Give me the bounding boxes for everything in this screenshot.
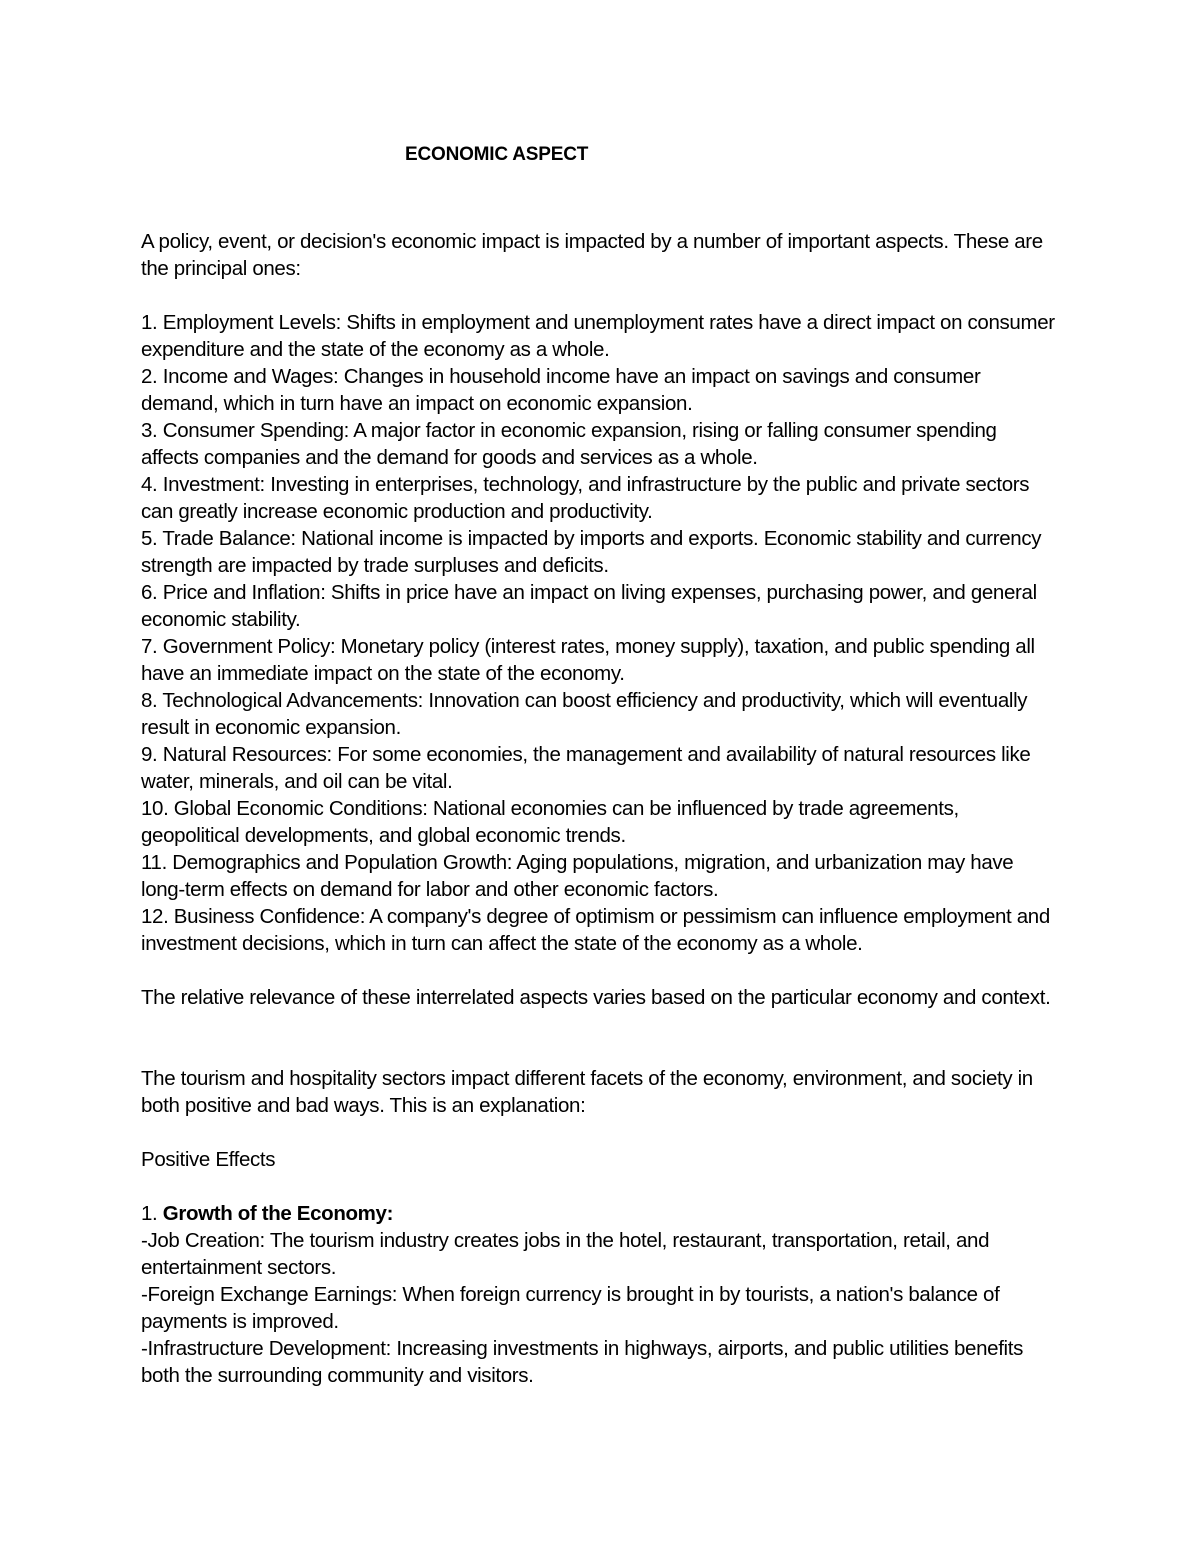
list-item: 7. Government Policy: Monetary policy (interest rates, money supply), taxation, and public spending all have an immediate impact on the state of the economy.: [141, 635, 1035, 685]
list-item: 12. Business Confidence: A company's degree of optimism or pessimism can influence employment and investment decisions, which in turn can affect the state of the economy as a whole.: [141, 905, 1050, 955]
list-item: 9. Natural Resources: For some economies, the management and availability of natural resources like water, minerals, and oil can be vital.: [141, 743, 1031, 793]
growth-heading: [141, 1200, 1059, 1227]
list-item: -Infrastructure Development: Increasing investments in highways, airports, and public utilities benefits both the surrounding community and visitors.: [141, 1337, 1023, 1387]
list-item: 4. Investment: Investing in enterprises, technology, and infrastructure by the public and private sectors can greatly increase economic production and productivity.: [141, 473, 1030, 523]
list-item: 8. Technological Advancements: Innovation can boost efficiency and productivity, which will eventually result in economic expansion.: [141, 689, 1028, 739]
list-item: 1. Employment Levels: Shifts in employment and unemployment rates have a direct impact on consumer expenditure and the state of the economy as a whole.: [141, 311, 1055, 361]
tourism-intro-paragraph: The tourism and hospitality sectors impact different facets of the economy, environment, and society in both positive and bad ways. This is an explanation:: [141, 1067, 1033, 1117]
list-item: -Foreign Exchange Earnings: When foreign currency is brought in by tourists, a nation's balance of payments is improved.: [141, 1283, 1000, 1333]
relevance-paragraph: The relative relevance of these interrelated aspects varies based on the particular economy and context.: [141, 986, 1051, 1009]
positive-effects-heading: Positive Effects: [141, 1148, 276, 1171]
list-item: -Job Creation: The tourism industry creates jobs in the hotel, restaurant, transportation, retail, and entertainment sectors.: [141, 1229, 990, 1279]
growth-title: Growth of the Economy:: [162, 1202, 394, 1225]
aspects-list: [141, 309, 1059, 957]
list-item: 3. Consumer Spending: A major factor in economic expansion, rising or falling consumer spending affects companies and the demand for goods and services as a whole.: [141, 419, 997, 469]
list-item: 6. Price and Inflation: Shifts in price have an impact on living expenses, purchasing power, and general economic stability.: [141, 581, 1037, 631]
list-item: 2. Income and Wages: Changes in household income have an impact on savings and consumer demand, which in turn have an impact on economic expansion.: [141, 365, 981, 415]
list-item: 5. Trade Balance: National income is impacted by imports and exports. Economic stability and currency strength are impacted by trade surpluses and deficits.: [141, 527, 1042, 577]
growth-number: 1.: [141, 1202, 163, 1225]
list-item: 11. Demographics and Population Growth: Aging populations, migration, and urbanization may have long-term effects on demand for labor and other economic factors.: [141, 851, 1014, 901]
list-item: 10. Global Economic Conditions: National economies can be influenced by trade agreements, geopolitical developments, and global economic trends.: [141, 797, 959, 847]
document-title: ECONOMIC ASPECT: [405, 144, 589, 165]
document-body: [141, 141, 1059, 1389]
intro-paragraph: A policy, event, or decision's economic impact is impacted by a number of important aspects. These are the principal ones:: [141, 230, 1043, 280]
